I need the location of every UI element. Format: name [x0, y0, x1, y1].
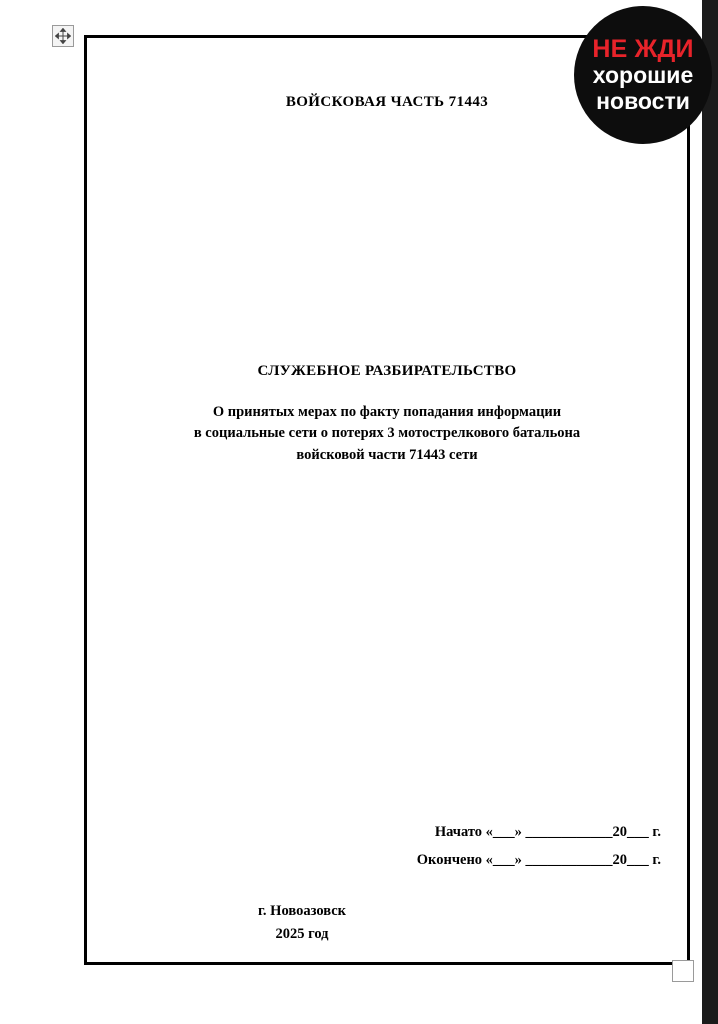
place-city: г. Новоазовск — [257, 903, 347, 919]
page-gutter — [702, 0, 718, 1024]
place-block — [87, 900, 687, 946]
document-frame — [84, 35, 690, 965]
document-title-block — [87, 363, 687, 466]
subtitle-line-2: в социальные сети о потерях 3 мотострелкового батальона — [193, 425, 581, 442]
finished-date-line: Окончено «___» ____________20___ г. — [416, 852, 661, 869]
watermark-line-3: новости — [596, 88, 690, 114]
resize-handle[interactable] — [672, 960, 694, 982]
subtitle-line-1: О принятых мерах по факту попадания информации — [212, 404, 562, 420]
subtitle-line-3: войсковой части 71443 сети — [296, 446, 478, 463]
document-sheet — [18, 10, 700, 1014]
document-subtitle — [87, 402, 687, 466]
watermark-badge — [574, 6, 712, 144]
dates-block — [417, 818, 661, 875]
started-date-line: Начато «___» ____________20___ г. — [434, 824, 661, 840]
page-title: СЛУЖЕБНОЕ РАЗБИРАТЕЛЬСТВО — [257, 363, 517, 379]
move-handle[interactable] — [52, 25, 74, 47]
watermark-line-2: хорошие — [592, 62, 694, 89]
move-cross-icon — [55, 28, 71, 44]
place-year: 2025 год — [275, 926, 329, 943]
unit-title: ВОЙСКОВАЯ ЧАСТЬ 71443 — [285, 94, 489, 110]
watermark-line-1: НЕ ЖДИ — [592, 35, 694, 64]
